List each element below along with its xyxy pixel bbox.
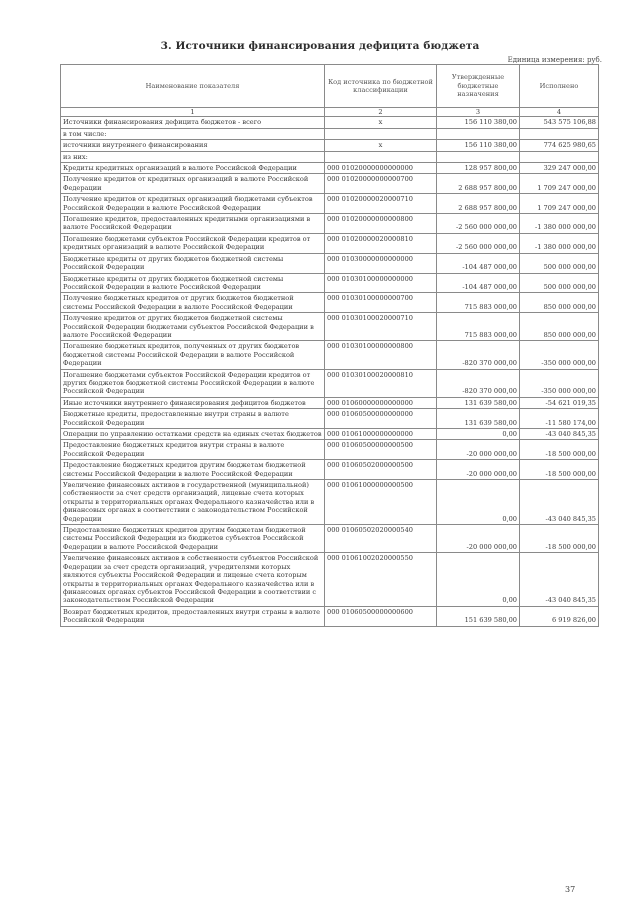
table-row [61,440,599,460]
row-name-cell: Погашение кредитов, предоставленных кредитными организациями в валюте Российской Федерации [61,214,325,234]
row-name-cell: Получение кредитов от других бюджетов бюджетной системы Российской Федерации бюджетами субъектов Российской Федерации в валюте Российской Федерации [61,313,325,341]
row-name-cell: Получение бюджетных кредитов от других бюджетов бюджетной системы Российской Федерации в валюте Российской Федерации [61,293,325,313]
table-row [61,174,599,194]
row-approved-cell: 156 110 380,00 [437,117,520,128]
row-executed-cell: -54 621 019,35 [520,397,599,408]
row-approved-cell: -820 370 000,00 [437,369,520,397]
row-approved-cell: -20 000 000,00 [437,440,520,460]
row-code-cell: х [325,117,437,128]
row-name-cell: Получение кредитов от кредитных организаций бюджетами субъектов Российской Федерации в валюте Российской Федерации [61,194,325,214]
index-cell: 3 [437,108,520,117]
header-executed: Исполнено [520,65,599,108]
row-approved-cell: 128 957 800,00 [437,163,520,174]
row-executed-cell: -43 040 845,35 [520,553,599,606]
row-executed-cell: 329 247 000,00 [520,163,599,174]
row-executed-cell: -43 040 845,35 [520,480,599,525]
row-code-cell [325,151,437,162]
table-row [61,553,599,606]
row-approved-cell: 0,00 [437,553,520,606]
row-name-cell: Погашение бюджетных кредитов, полученных от других бюджетов бюджетной системы Российской Федерации в валюте Российской Федерации [61,341,325,369]
table-row [61,214,599,234]
page-number: 37 [565,885,576,894]
row-code-cell: 000 01061000000000000 [325,429,437,440]
table-row [61,409,599,429]
row-executed-cell: -350 000 000,00 [520,341,599,369]
table-row [61,341,599,369]
row-code-cell: 000 01060502020000540 [325,525,437,553]
table-row [61,460,599,480]
table-row [61,313,599,341]
row-name-cell: Предоставление бюджетных кредитов другим бюджетам бюджетной системы Российской Федерации в валюте Российской Федерации [61,460,325,480]
row-executed-cell: -18 500 000,00 [520,440,599,460]
row-executed-cell [520,151,599,162]
row-name-cell: Операции по управлению остатками средств на единых счетах бюджетов [61,429,325,440]
table-row [61,163,599,174]
row-approved-cell: -20 000 000,00 [437,460,520,480]
header-name: Наименование показателя [61,65,325,108]
row-code-cell [325,128,437,139]
row-name-cell: Возврат бюджетных кредитов, предоставленных внутри страны в валюте Российской Федерации [61,606,325,626]
table-body [61,108,599,627]
units-note: Единица измерения: руб. [507,56,602,64]
row-name-cell: Предоставление бюджетных кредитов внутри страны в валюте Российской Федерации [61,440,325,460]
table-row [61,525,599,553]
row-name-cell: Источники финансирования дефицита бюджетов - всего [61,117,325,128]
header-code: Код источника по бюджетной классификации [325,65,437,108]
row-code-cell: 000 01020000000000800 [325,214,437,234]
row-name-cell: из них: [61,151,325,162]
row-approved-cell: -104 487 000,00 [437,273,520,293]
financing-sources-table [60,64,599,627]
row-name-cell: в том числе: [61,128,325,139]
table-row [61,429,599,440]
row-code-cell: 000 01030100020000710 [325,313,437,341]
row-name-cell: Увеличение финансовых активов в собственности субъектов Российской Федерации за счет средств организаций, учредителями которых являются субъекты Российской Федерации и лицевые счета которым открыты в территориальных органах Федерального казначейства или в финансовых органах субъектов Российской Федерации в соответствии с законодательством Российской Федерации [61,553,325,606]
row-executed-cell: -18 500 000,00 [520,525,599,553]
row-executed-cell: 850 000 000,00 [520,293,599,313]
row-code-cell: 000 01060500000000500 [325,440,437,460]
row-executed-cell: -43 040 845,35 [520,429,599,440]
header-approved: Утвержденные бюджетные назначения [437,65,520,108]
row-code-cell: 000 01020000000000000 [325,163,437,174]
row-code-cell: 000 01020000000000700 [325,174,437,194]
row-name-cell: Кредиты кредитных организаций в валюте Российской Федерации [61,163,325,174]
table-row [61,128,599,139]
section-title: 3. Источники финансирования дефицита бюджета [160,40,480,52]
table-row [61,480,599,525]
row-approved-cell [437,128,520,139]
row-code-cell: 000 01061002020000550 [325,553,437,606]
row-executed-cell [520,128,599,139]
row-name-cell: Погашение бюджетами субъектов Российской Федерации кредитов от кредитных организаций в валюте Российской Федерации [61,233,325,253]
table-row [61,151,599,162]
row-name-cell: Предоставление бюджетных кредитов другим бюджетам бюджетной системы Российской Федерации из бюджетов субъектов Российской Федерации в валюте Российской Федерации [61,525,325,553]
row-executed-cell: -1 380 000 000,00 [520,233,599,253]
row-approved-cell: -2 560 000 000,00 [437,233,520,253]
row-code-cell: 000 01060502000000500 [325,460,437,480]
row-approved-cell: 131 639 580,00 [437,409,520,429]
row-code-cell: 000 01030100000000000 [325,273,437,293]
index-cell: 1 [61,108,325,117]
row-executed-cell: -350 000 000,00 [520,369,599,397]
table-row [61,273,599,293]
row-code-cell: 000 01030000000000000 [325,253,437,273]
table-header-row [61,65,599,108]
row-executed-cell: 850 000 000,00 [520,313,599,341]
row-executed-cell: 500 000 000,00 [520,253,599,273]
row-name-cell: Бюджетные кредиты от других бюджетов бюджетной системы Российской Федерации [61,253,325,273]
row-code-cell: 000 01061000000000500 [325,480,437,525]
row-executed-cell: 774 625 980,65 [520,140,599,151]
row-executed-cell: 543 575 106,88 [520,117,599,128]
row-executed-cell: 1 709 247 000,00 [520,194,599,214]
row-executed-cell: -11 580 174,00 [520,409,599,429]
row-approved-cell: 131 639 580,00 [437,397,520,408]
index-cell: 2 [325,108,437,117]
row-code-cell: 000 01020000020000810 [325,233,437,253]
row-code-cell: 000 01060500000000000 [325,409,437,429]
row-approved-cell: 715 883 000,00 [437,313,520,341]
row-executed-cell: 500 000 000,00 [520,273,599,293]
row-code-cell: 000 01030100000000800 [325,341,437,369]
row-name-cell: Погашение бюджетами субъектов Российской Федерации кредитов от других бюджетов бюджетной системы Российской Федерации в валюте Российской Федерации [61,369,325,397]
row-approved-cell: -820 370 000,00 [437,341,520,369]
row-executed-cell: -18 500 000,00 [520,460,599,480]
row-name-cell: Получение кредитов от кредитных организаций в валюте Российской Федерации [61,174,325,194]
row-approved-cell [437,151,520,162]
table-row [61,293,599,313]
row-approved-cell: -20 000 000,00 [437,525,520,553]
table-row [61,194,599,214]
row-approved-cell: 715 883 000,00 [437,293,520,313]
table-row [61,117,599,128]
row-name-cell: источники внутреннего финансирования [61,140,325,151]
row-name-cell: Бюджетные кредиты от других бюджетов бюджетной системы Российской Федерации в валюте Российской Федерации [61,273,325,293]
row-approved-cell: 0,00 [437,480,520,525]
row-approved-cell: -2 560 000 000,00 [437,214,520,234]
row-approved-cell: 151 639 580,00 [437,606,520,626]
row-approved-cell: 0,00 [437,429,520,440]
row-executed-cell: 6 919 826,00 [520,606,599,626]
row-name-cell: Увеличение финансовых активов в государственной (муниципальной) собственности за счет средств организаций, лицевые счета которых открыты в территориальных органах Федерального казначейства или в финансовых органах в соответствии с законодательством Российской Федерации [61,480,325,525]
table-row [61,606,599,626]
table-row [61,369,599,397]
table-row [61,233,599,253]
row-code-cell: 000 01030100000000700 [325,293,437,313]
row-name-cell: Бюджетные кредиты, предоставленные внутри страны в валюте Российской Федерации [61,409,325,429]
row-name-cell: Иные источники внутреннего финансирования дефицитов бюджетов [61,397,325,408]
row-approved-cell: -104 487 000,00 [437,253,520,273]
table-row [61,397,599,408]
row-code-cell: 000 01060000000000000 [325,397,437,408]
table-row [61,140,599,151]
table-row [61,253,599,273]
column-index-row [61,108,599,117]
row-approved-cell: 156 110 380,00 [437,140,520,151]
index-cell: 4 [520,108,599,117]
row-code-cell: 000 01060500000000600 [325,606,437,626]
row-approved-cell: 2 688 957 800,00 [437,194,520,214]
row-approved-cell: 2 688 957 800,00 [437,174,520,194]
row-code-cell: х [325,140,437,151]
row-executed-cell: 1 709 247 000,00 [520,174,599,194]
row-code-cell: 000 01020000020000710 [325,194,437,214]
row-executed-cell: -1 380 000 000,00 [520,214,599,234]
row-code-cell: 000 01030100020000810 [325,369,437,397]
